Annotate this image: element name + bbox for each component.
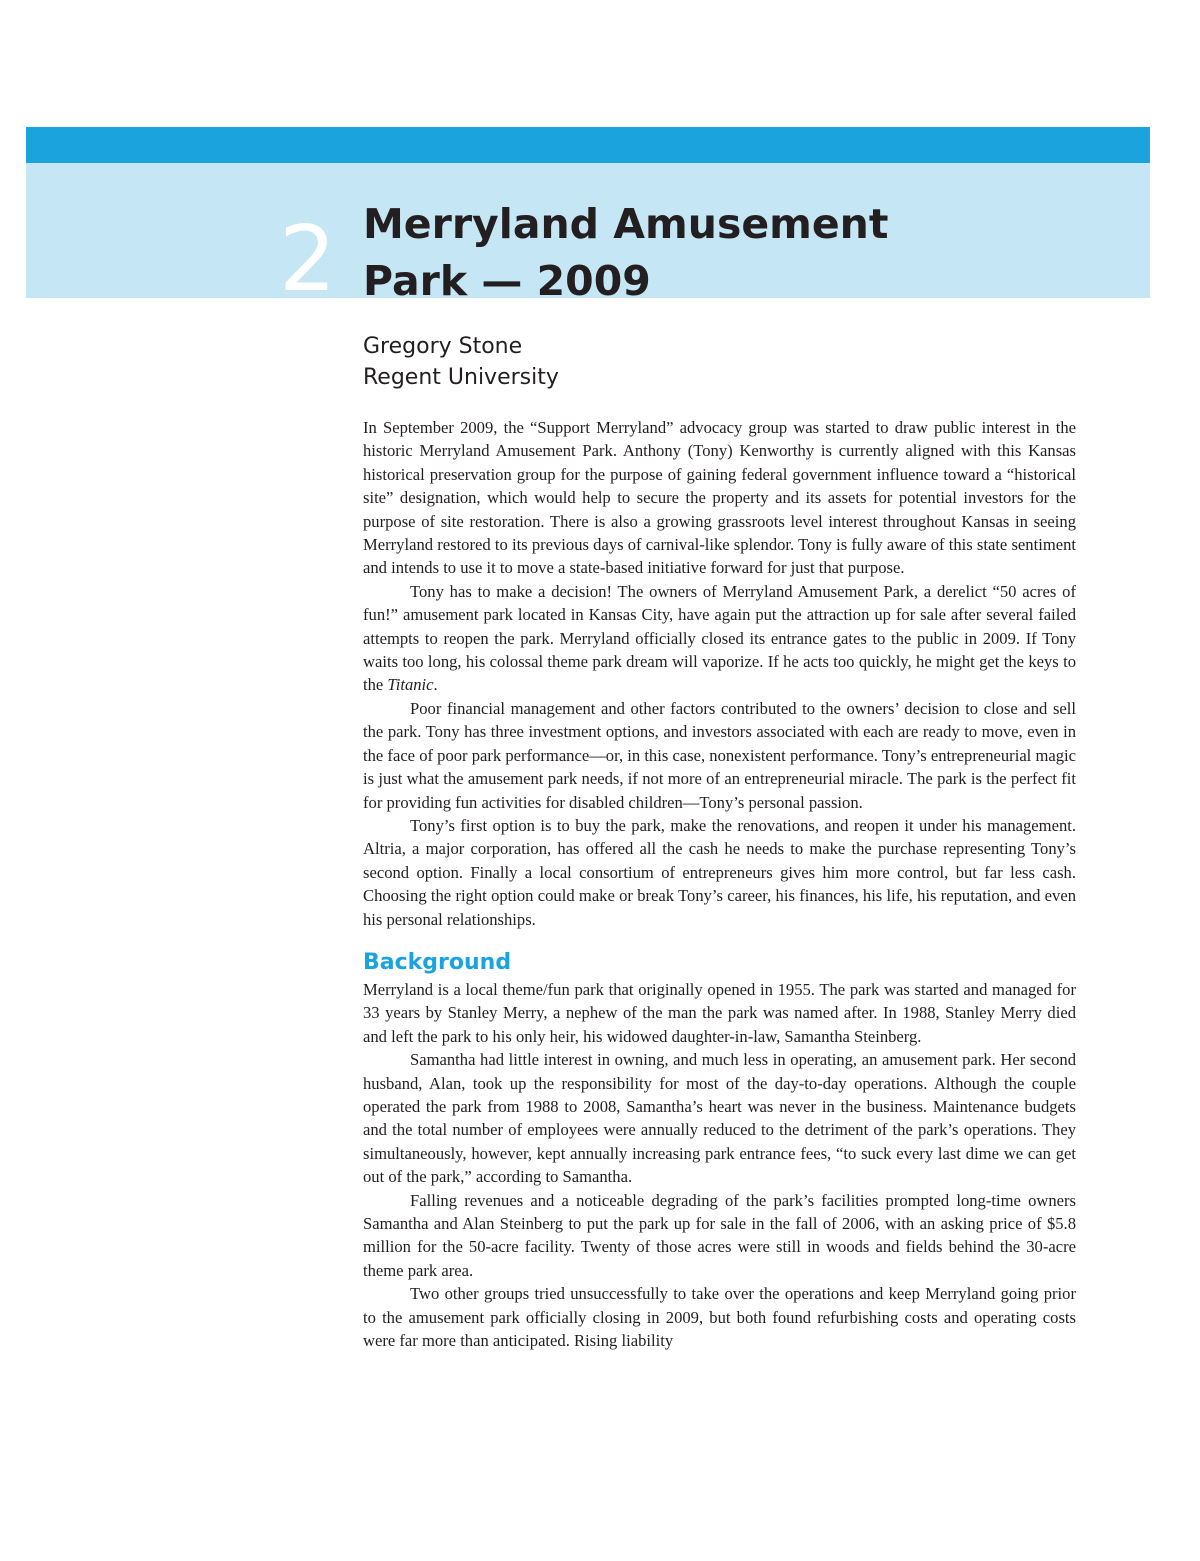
author-name: Gregory Stone bbox=[363, 334, 523, 359]
intro-paragraph-1: In September 2009, the “Support Merryland” advocacy group was started to draw public interest in the historic Merryland Amusement Park. Anthony (Tony) Kenworthy is currently aligned with this Kansas historical preservation group for the purpose of gaining federal government influence toward a “historical site” designation, which would help to secure the property and its assets for potential investors for the purpose of site restoration. There is also a growing grassroots level interest throughout Kansas in seeing Merryland restored to its previous days of carnival-like splendor. Tony is fully aware of this state sentiment and intends to use it to move a state-based initiative forward for just that purpose. bbox=[363, 418, 1076, 578]
background-paragraph-1: Merryland is a local theme/fun park that originally opened in 1955. The park was started and managed for 33 years by Stanley Merry, a nephew of the man the park was named after. In 1988, Stanley Merry died and left the park to his only heir, his widowed daughter-in-law, Samantha Steinberg. bbox=[363, 979, 1076, 1046]
chapter-title-line-1: Merryland Amusement bbox=[363, 200, 889, 248]
intro-paragraph-2-text: Tony has to make a decision! The owners of Merryland Amusement Park, a derelict “50 acres of fun!” amusement park located in Kansas City, have again put the attraction up for sale after several failed attempts to reopen the park. Merryland officially closed its entrance gates to the public in 2009. If Tony waits too long, his colossal theme park dream will vaporize. If he acts too quickly, he might get the keys to the bbox=[363, 581, 1076, 695]
chapter-band-top bbox=[26, 127, 1150, 163]
chapter-title bbox=[363, 196, 1123, 310]
chapter-title-line-2: Park — 2009 bbox=[363, 257, 651, 305]
author-affiliation: Regent University bbox=[363, 365, 559, 390]
titanic-italic: Titanic bbox=[387, 675, 434, 695]
background-paragraph-4: Two other groups tried unsuccessfully to take over the operations and keep Merryland going prior to the amusement park officially closing in 2009, but both found refurbishing costs and operating costs were far more than anticipated. Rising liability bbox=[363, 1284, 1076, 1351]
section-heading-background: Background bbox=[363, 949, 512, 975]
chapter-number: 2 bbox=[279, 207, 337, 312]
intro-paragraph-2-end: . bbox=[433, 675, 438, 695]
intro-paragraph-2 bbox=[363, 580, 1076, 697]
background-paragraph-3: Falling revenues and a noticeable degrading of the park’s facilities prompted long-time owners Samantha and Alan Steinberg to put the park up for sale in the fall of 2006, with an asking price of $5.8 million for the 50-acre facility. Twenty of those acres were still in woods and fields behind the 30-acre theme park area. bbox=[363, 1190, 1076, 1280]
intro-paragraph-3: Poor financial management and other factors contributed to the owners’ decision to close and sell the park. Tony has three investment options, and investors associated with each are ready to move, even in the face of poor park performance—or, in this case, nonexistent performance. Tony’s entrepreneurial magic is just what the amusement park needs, if not more of an entrepreneurial miracle. The park is the perfect fit for providing fun activities for disabled children—Tony’s personal passion. bbox=[363, 698, 1076, 812]
article-body bbox=[363, 416, 1076, 1352]
background-paragraph-2: Samantha had little interest in owning, and much less in operating, an amusement park. Her second husband, Alan, took up the responsibility for most of the day-to-day operations. Although the couple operated the park from 1988 to 2008, Samantha’s heart was never in the business. Maintenance budgets and the total number of employees were annually reduced to the detriment of the park’s operations. They simultaneously, however, kept annually increasing park entrance fees, “to suck every last dime we can get out of the park,” according to Samantha. bbox=[363, 1050, 1076, 1187]
intro-paragraph-4: Tony’s first option is to buy the park, make the renovations, and reopen it under his management. Altria, a major corporation, has offered all the cash he needs to make the purchase representing Tony’s second option. Finally a local consortium of entrepreneurs gives him more control, but far less cash. Choosing the right option could make or break Tony’s career, his finances, his life, his reputation, and even his personal relationships. bbox=[363, 815, 1076, 929]
author-block bbox=[363, 331, 1063, 393]
